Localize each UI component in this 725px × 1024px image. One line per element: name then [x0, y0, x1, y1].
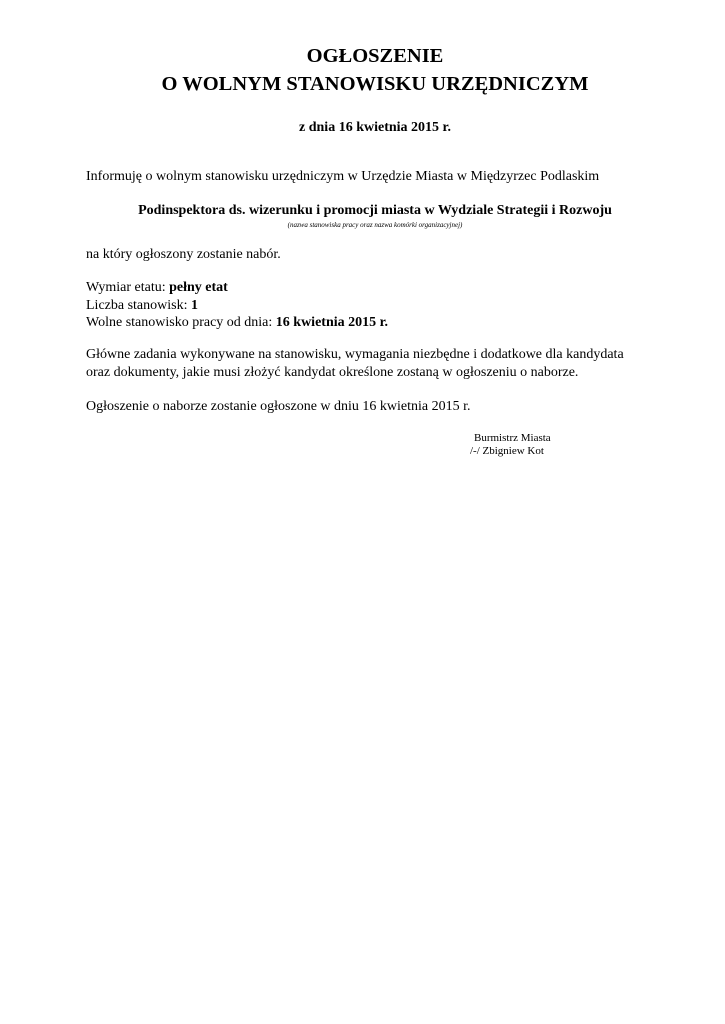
positions-label: Liczba stanowisk:: [86, 298, 191, 313]
tasks-paragraph-line-1: Główne zadania wykonywane na stanowisku, wymagania niezbędne i dodatkowe dla kandydata: [86, 347, 624, 362]
available-value: 16 kwietnia 2015 r.: [275, 315, 389, 330]
workload-line: [86, 279, 228, 297]
available-line: [86, 314, 388, 332]
date-line: z dnia 16 kwietnia 2015 r.: [299, 120, 451, 135]
intro-text: Informuję o wolnym stanowisku urzędniczym w Urzędzie Miasta w Międzyrzec Podlaskim: [86, 169, 600, 184]
positions-value: 1: [190, 298, 198, 313]
announcement-note: Ogłoszenie o naborze zostanie ogłoszone w dniu 16 kwietnia 2015 r.: [86, 399, 471, 414]
tasks-paragraph-line-2: oraz dokumenty, jakie musi złożyć kandydat określone zostaną w ogłoszeniu o naborze.: [86, 365, 579, 380]
workload-label: Wymiar etatu:: [86, 280, 170, 295]
position-caption: (nazwa stanowiska pracy oraz nazwa komórki organizacyjnej): [287, 221, 463, 229]
workload-value: pełny etat: [169, 280, 228, 295]
signature-title: Burmistrz Miasta: [474, 432, 551, 444]
available-label: Wolne stanowisko pracy od dnia:: [86, 315, 276, 330]
signature-name: /-/ Zbigniew Kot: [470, 445, 544, 457]
heading-line-2: O WOLNYM STANOWISKU URZĘDNICZYM: [161, 73, 589, 95]
heading-line-1: OGŁOSZENIE: [306, 45, 444, 67]
positions-line: [86, 297, 198, 315]
document-heading: [0, 42, 725, 98]
recruitment-note: na który ogłoszony zostanie nabór.: [86, 247, 281, 262]
position-name: Podinspektora ds. wizerunku i promocji miasta w Wydziale Strategii i Rozwoju: [138, 203, 612, 218]
